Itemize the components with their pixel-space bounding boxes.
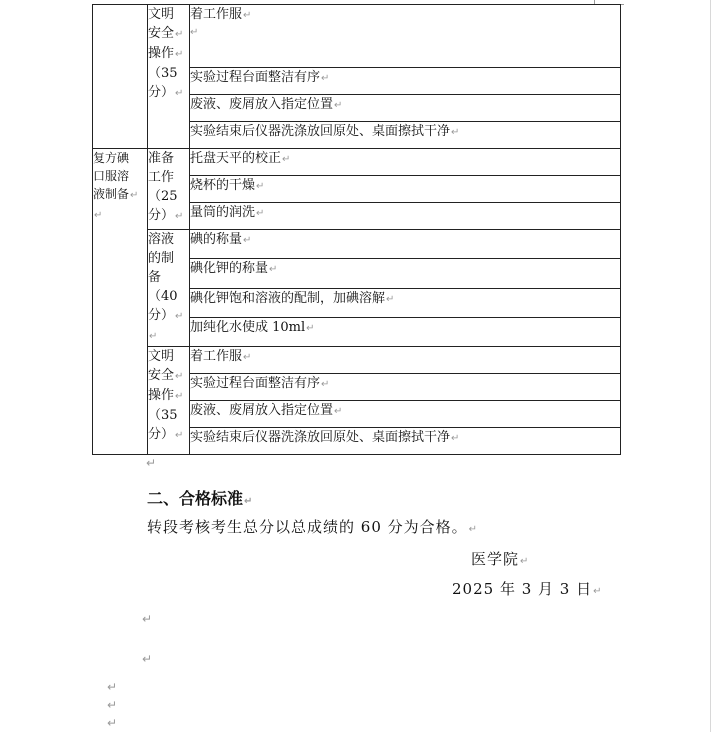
table-row [93, 347, 621, 374]
section-heading: 二、合格标准↵ [147, 489, 253, 508]
item-cell: 托盘天平的校正↵ [190, 149, 621, 176]
paragraph-mark: ↵ [142, 612, 153, 626]
item-cell: 量筒的润洗↵ [190, 203, 621, 230]
item-cell: 废液、废屑放入指定位置↵ [190, 95, 621, 122]
project-cell-empty [93, 5, 148, 149]
paragraph-mark: ↵ [146, 456, 157, 470]
item-cell: 碘化钾的称量↵ [190, 259, 621, 288]
item-cell: 实验结束后仪器洗涤放回原处、桌面擦拭干净↵ [190, 122, 621, 149]
item-cell: 实验过程台面整洁有序↵ [190, 374, 621, 401]
item-cell: 加纯化水使成 10ml↵ [190, 317, 621, 346]
item-cell: 碘的称量↵ [190, 230, 621, 259]
table-row [93, 5, 621, 68]
project-name-cell: 复方碘 口服溶 液制备↵ ↵ [93, 149, 148, 455]
table-row [93, 149, 621, 176]
assessment-table [92, 4, 621, 455]
item-cell: 实验过程台面整洁有序↵ [190, 68, 621, 95]
category-cell: 准备 工作 （25 分）↵ [148, 149, 190, 230]
item-cell: 实验结束后仪器洗涤放回原处、桌面擦拭干净↵ [190, 428, 621, 455]
paragraph-mark: ↵ [107, 680, 118, 694]
item-cell: 烧杯的干燥↵ [190, 176, 621, 203]
paragraph-mark: ↵ [107, 698, 118, 712]
item-cell: 着工作服↵ ↵ [190, 5, 621, 68]
item-cell: 碘化钾饱和溶液的配制，加碘溶解↵ [190, 288, 621, 317]
item-cell: 废液、废屑放入指定位置↵ [190, 401, 621, 428]
table-row [93, 230, 621, 259]
section-body: 转段考核考生总分以总成绩的 60 分为合格。↵ [147, 518, 479, 536]
paragraph-mark: ↵ [142, 652, 153, 666]
signature: 医学院↵ [471, 550, 530, 568]
category-cell: 溶液 的制 备 （40 分）↵ ↵ [148, 230, 190, 347]
category-cell: 文明 安全↵ 操作↵ （35 分）↵ [148, 347, 190, 455]
category-cell: 文明 安全↵ 操作↵ （35 分）↵ [148, 5, 190, 149]
item-cell: 着工作服↵ [190, 347, 621, 374]
date: 2025 年 3 月 3 日↵ [452, 580, 603, 598]
paragraph-mark: ↵ [107, 716, 118, 730]
